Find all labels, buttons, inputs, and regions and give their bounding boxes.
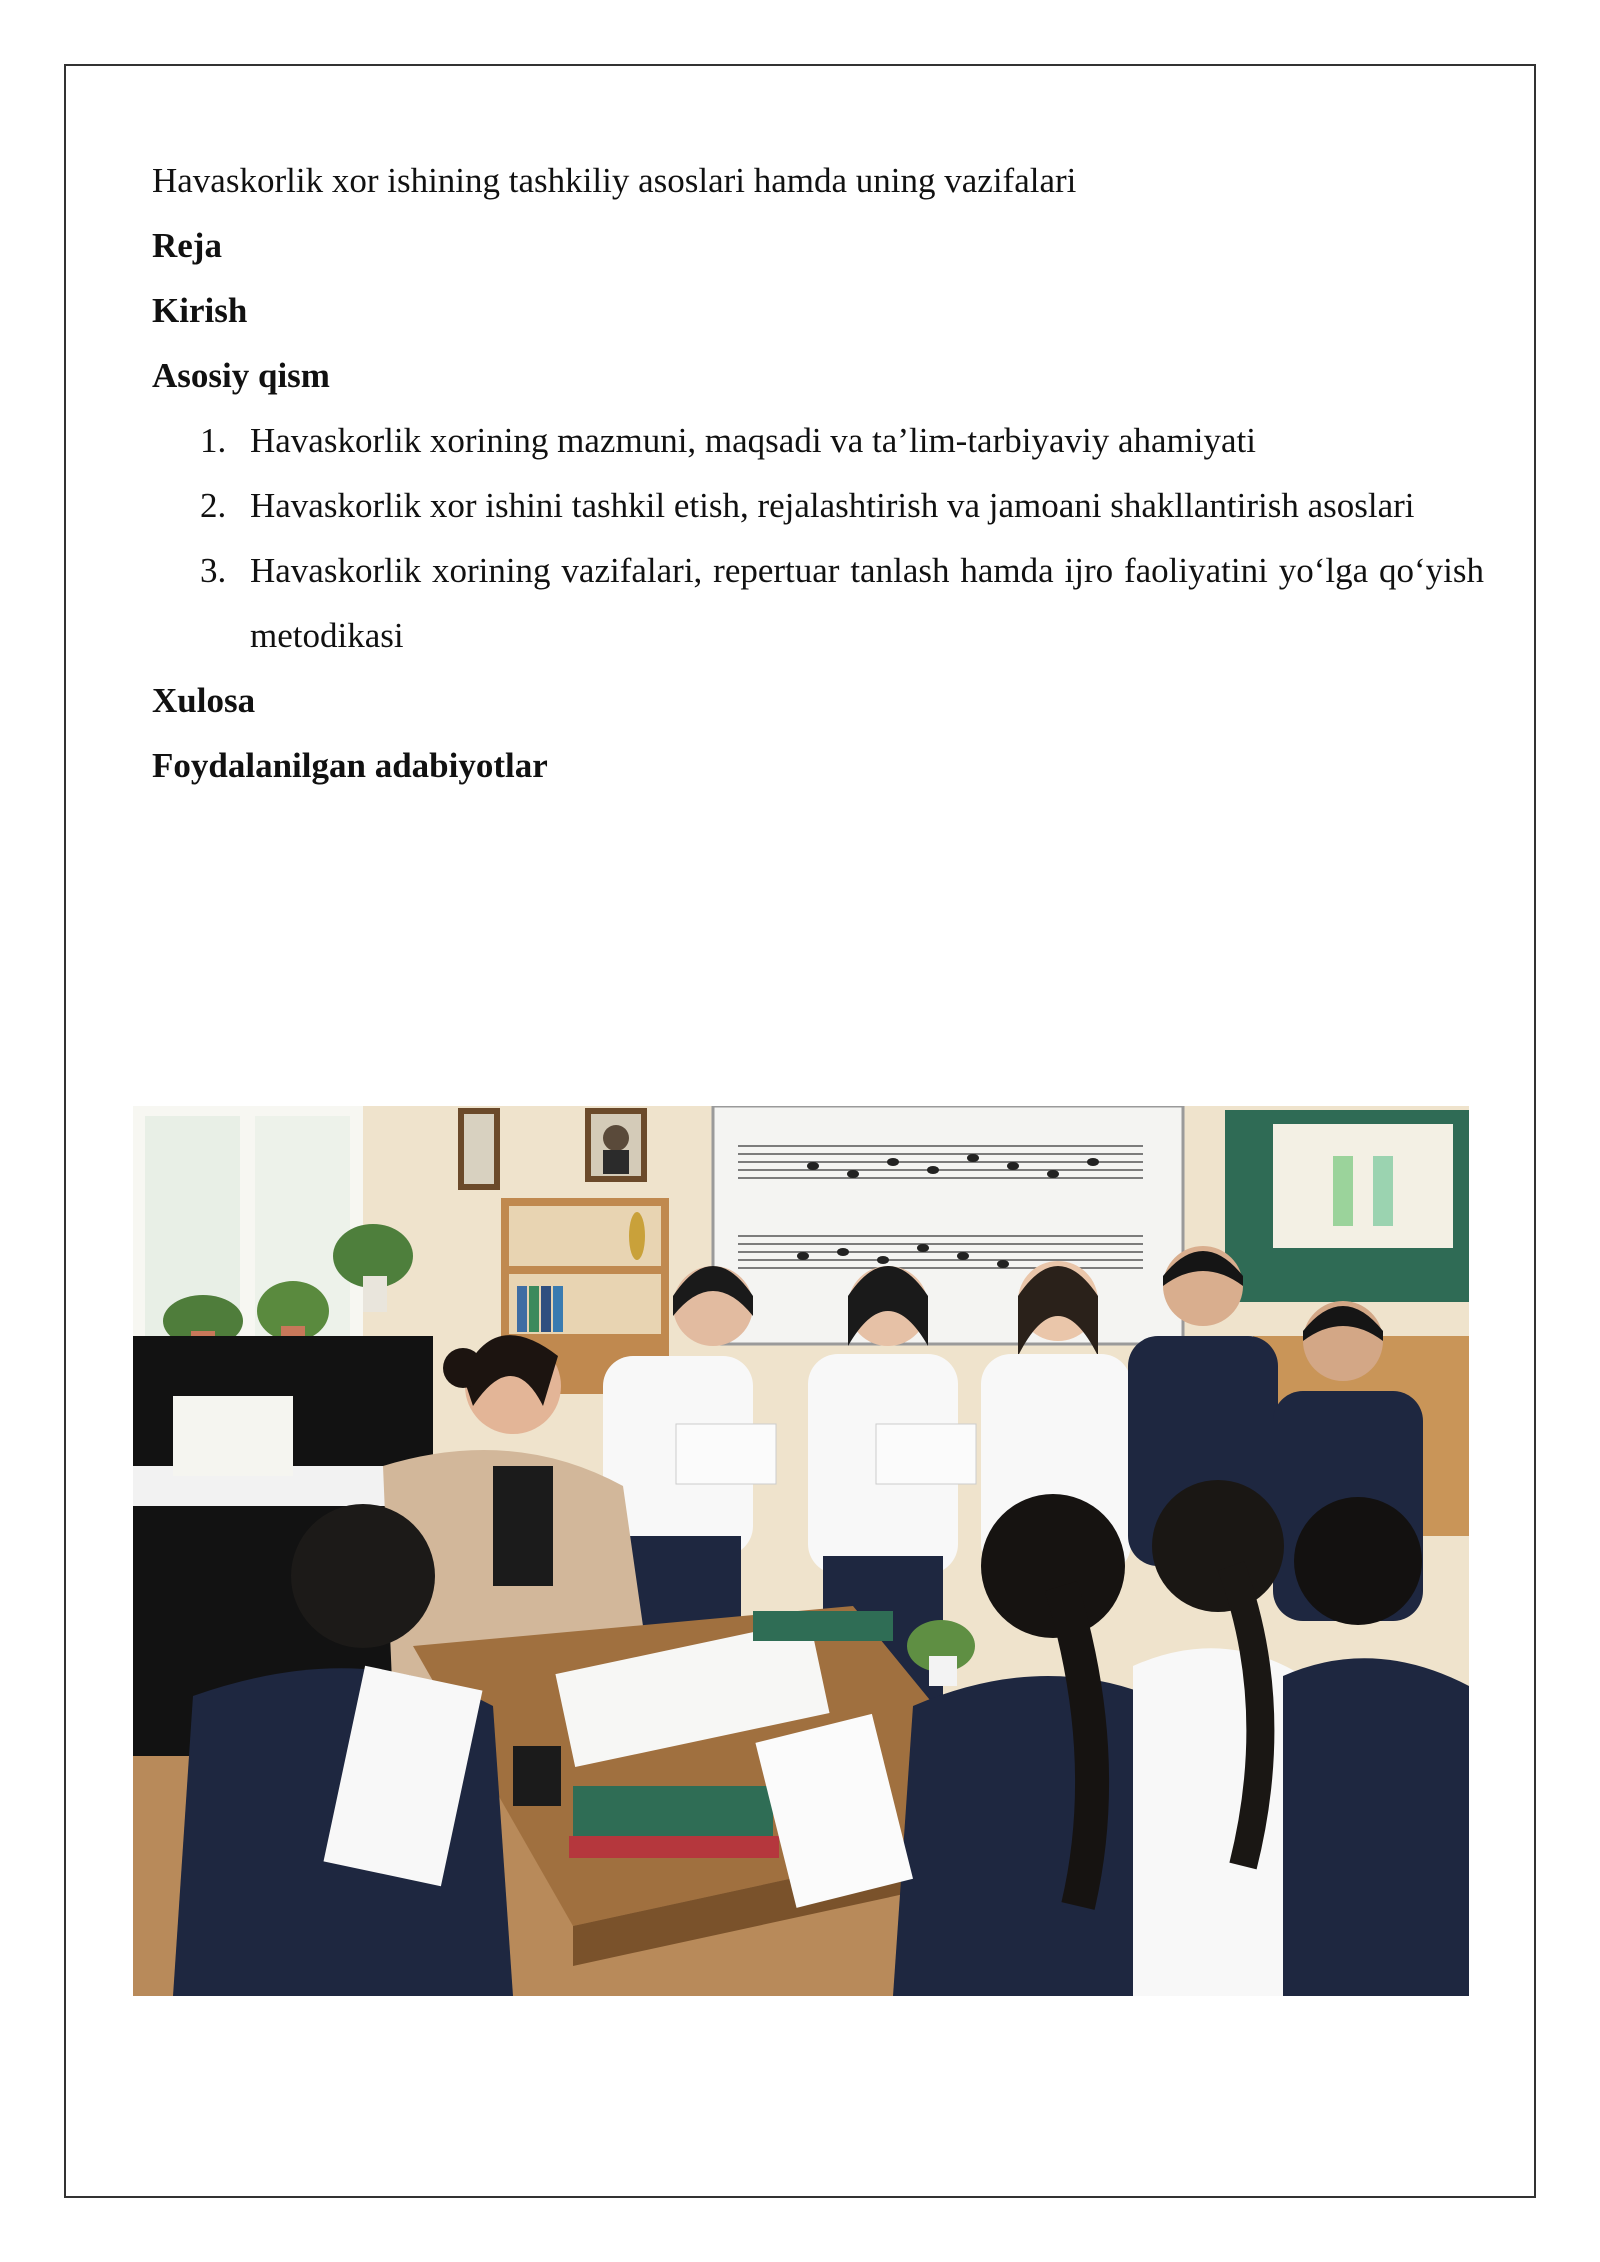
conclusion-heading: Xulosa <box>152 681 256 720</box>
intro-heading: Kirish <box>152 291 248 330</box>
plan-item-text: Havaskorlik xorining mazmuni, maqsadi va ta’lim-tarbiyaviy ahamiyati <box>250 421 1256 460</box>
classroom-choir-illustration <box>133 1106 1469 1996</box>
plan-item-number: 3. <box>200 551 227 590</box>
plan-heading: Reja <box>152 226 222 265</box>
plan-item-number: 2. <box>200 486 227 525</box>
document-title: Havaskorlik xor ishining tashkiliy asoslari hamda uning vazifalari <box>152 161 1077 200</box>
plan-item-number: 1. <box>200 421 227 460</box>
document-body <box>152 148 1484 798</box>
plan-item-text: Havaskorlik xorining vazifalari, repertuar tanlash hamda ijro faoliyatini yo‘lga qo‘yish metodikasi <box>250 551 1484 655</box>
plan-item-3 <box>152 538 1484 668</box>
plan-item-text: Havaskorlik xor ishini tashkil etish, rejalashtirish va jamoani shakllantirish asoslari <box>250 486 1415 525</box>
main-part-heading: Asosiy qism <box>152 356 330 395</box>
chalkboard <box>1225 1110 1469 1302</box>
references-heading: Foydalanilgan adabiyotlar <box>152 746 548 785</box>
plan-list <box>152 408 1484 668</box>
plan-item-2 <box>152 473 1484 538</box>
classroom-choir-photo <box>133 1106 1469 1996</box>
whiteboard <box>713 1106 1183 1344</box>
plan-item-1 <box>152 408 1484 473</box>
